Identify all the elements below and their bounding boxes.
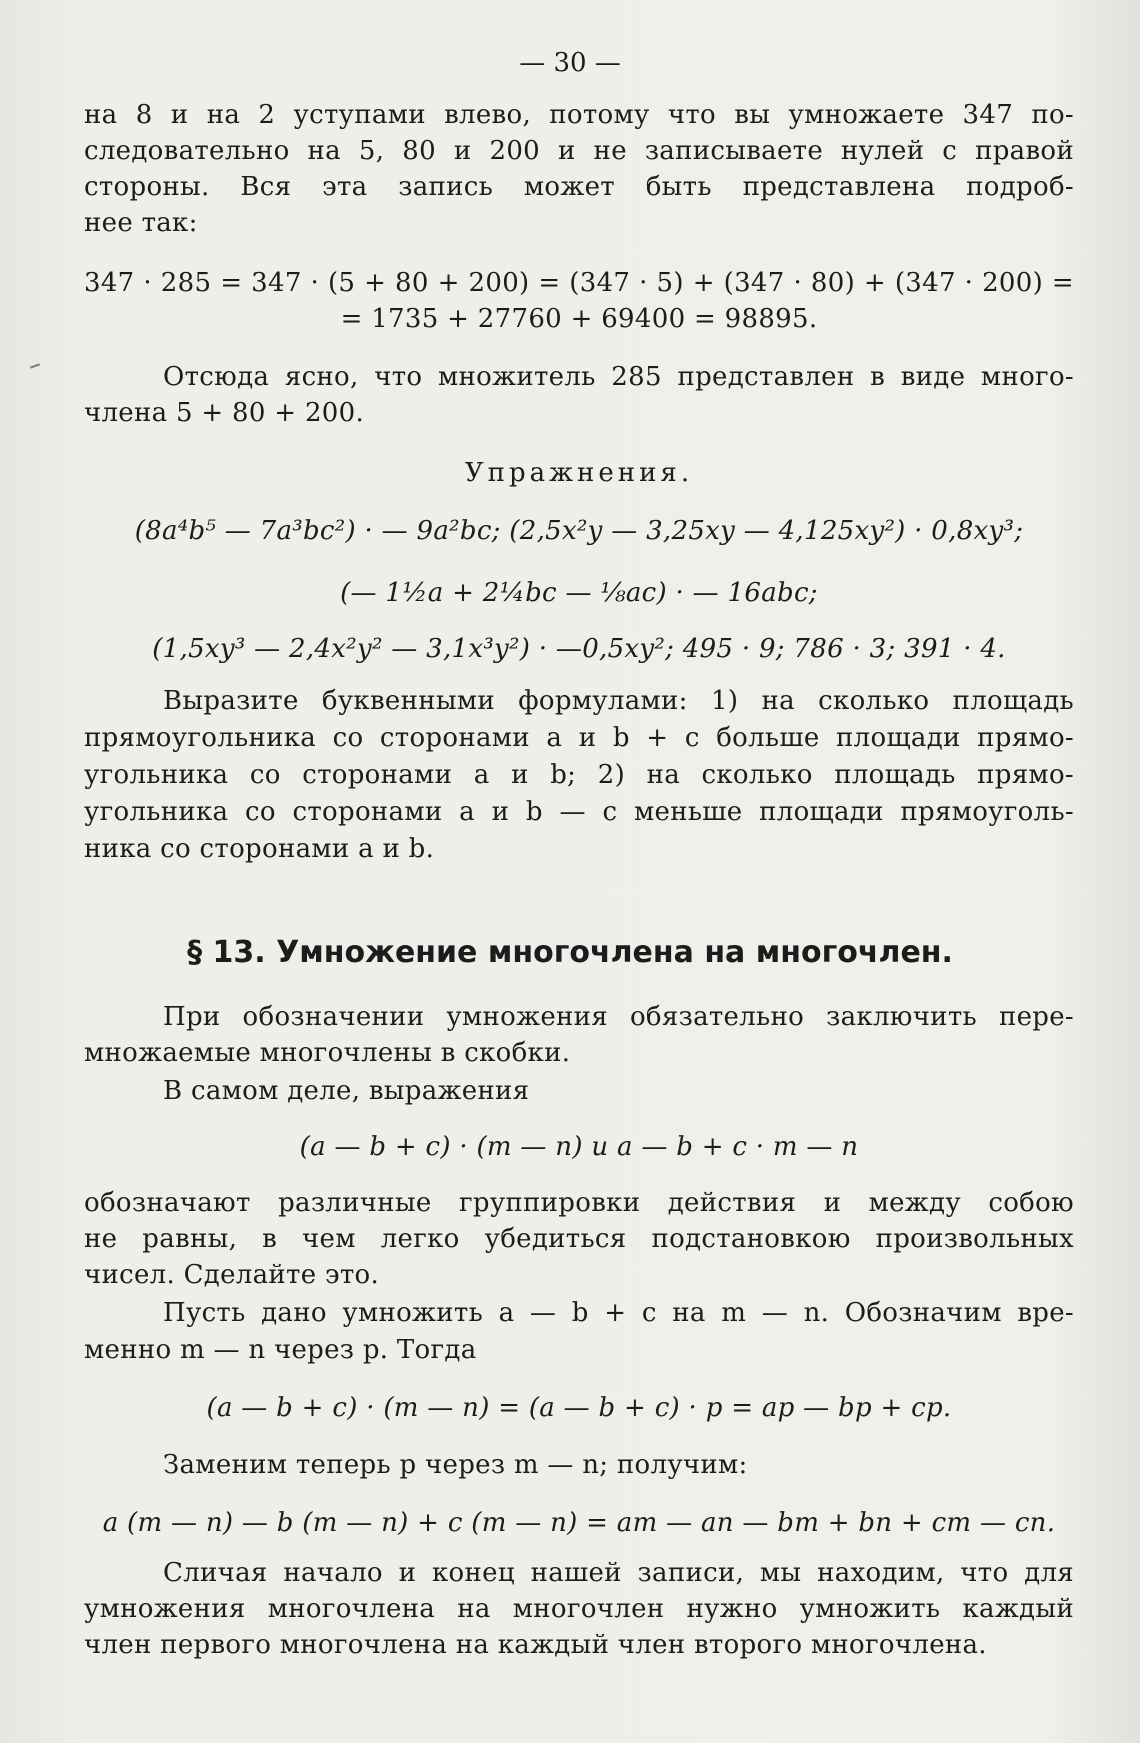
text-line: нее так: (84, 208, 198, 238)
equation-line: (a — b + c) · (m — n) и a — b + c · m — n (299, 1132, 859, 1162)
text-line: ника со сторонами a и b. (84, 834, 435, 864)
margin-mark (30, 363, 40, 368)
text-line: на 8 и на 2 уступами влево, потому что вы умножаете 347 по- (84, 100, 1074, 130)
equation-line: 347 · 285 = 347 · (5 + 80 + 200) = (347 · 5) + (347 · 80) + (347 · 200) = (84, 268, 1074, 298)
text-line: При обозначении умножения обязательно заключить пере- (163, 1002, 1074, 1032)
text-line: угольника со сторонами a и b; 2) на сколько площадь прямо- (84, 760, 1074, 790)
text-line: чисел. Сделайте это. (84, 1260, 380, 1290)
text-line: прямоугольника со сторонами a и b + c больше площади прямо- (84, 723, 1074, 753)
equation-line: (a — b + c) · (m — n) = (a — b + c) · p = ap — bp + cp. (206, 1393, 952, 1423)
text-line: обозначают различные группировки действия и между собою (84, 1188, 1074, 1218)
text-line: умножения многочлена на многочлен нужно умножить каждый (84, 1594, 1074, 1624)
text-line: члена 5 + 80 + 200. (84, 398, 365, 428)
text-line: Сличая начало и конец нашей записи, мы находим, что для (163, 1558, 1074, 1588)
text-line: Пусть дано умножить a — b + c на m — n. Обозначим вре- (163, 1298, 1074, 1328)
equation-line: = 1735 + 27760 + 69400 = 98895. (340, 304, 818, 334)
text-line: Отсюда ясно, что множитель 285 представлен в виде много- (163, 362, 1074, 392)
text-line: стороны. Вся эта запись может быть представлена подроб- (84, 172, 1074, 202)
text-line: член первого многочлена на каждый член второго многочлена. (84, 1630, 987, 1660)
text-line: Выразите буквенными формулами: 1) на сколько площадь (163, 686, 1074, 716)
text-line: не равны, в чем легко убедиться подстановкою произвольных (84, 1224, 1074, 1254)
equation-line: a (m — n) — b (m — n) + c (m — n) = am — an — bm + bn + cm — cn. (102, 1508, 1056, 1538)
exercise-line: (8a⁴b⁵ — 7a³bc²) · — 9a²bc; (2,5x²y — 3,25xy — 4,125xy²) · 0,8xy³; (134, 516, 1024, 546)
text-line: множаемые многочлены в скобки. (84, 1038, 571, 1068)
text-line: Заменим теперь p через m — n; получим: (163, 1450, 748, 1480)
section-heading: § 13. Умножение многочлена на многочлен. (187, 935, 953, 970)
exercise-line: (— 1½a + 2¼bc — ⅛ac) · — 16abc; (340, 578, 818, 608)
text-line: угольника со сторонами a и b — c меньше площади прямоуголь- (84, 797, 1074, 827)
text-line: менно m — n через p. Тогда (84, 1335, 477, 1365)
exercise-line: (1,5xy³ — 2,4x²y² — 3,1x³y²) · —0,5xy²; 495 · 9; 786 · 3; 391 · 4. (152, 634, 1006, 664)
text-line: В самом деле, выражения (163, 1076, 530, 1106)
text-line: следовательно на 5, 80 и 200 и не записываете нулей с правой (84, 136, 1074, 166)
exercises-heading: Упражнения. (464, 458, 694, 488)
page-number: — 30 — (519, 48, 621, 78)
